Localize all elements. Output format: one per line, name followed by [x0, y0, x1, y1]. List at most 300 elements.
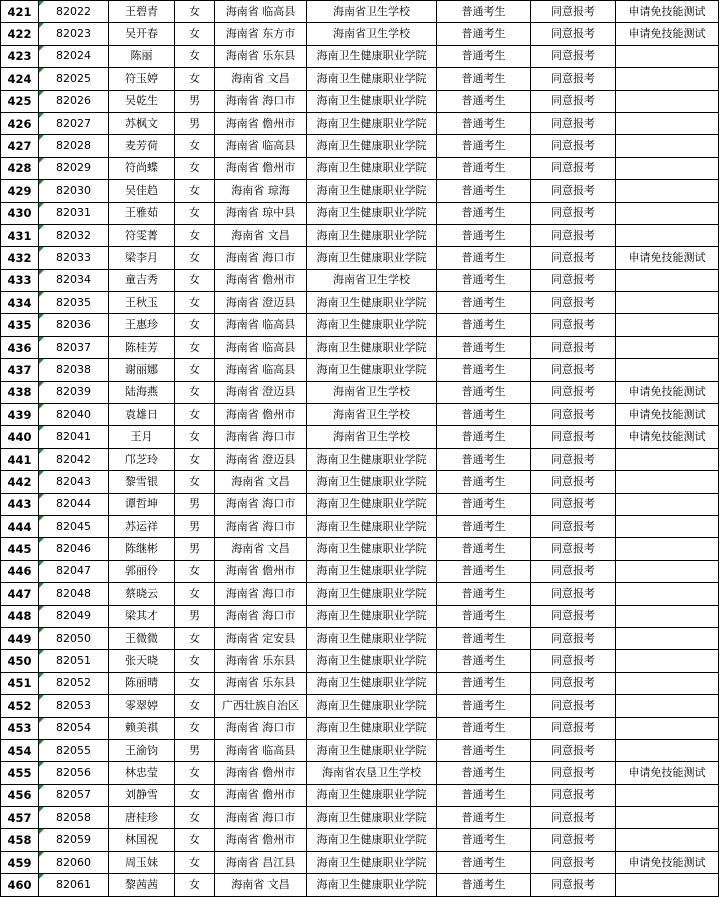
origin-cell[interactable] — [215, 359, 307, 381]
row-number-cell[interactable]: 433 — [1, 269, 39, 291]
candidate-type-cell[interactable]: 普通考生 — [437, 336, 531, 358]
candidate-id-cell[interactable]: 82032 — [39, 224, 109, 246]
consent-cell[interactable]: 同意报考 — [531, 112, 616, 134]
row-number-cell[interactable]: 449 — [1, 627, 39, 649]
gender-cell[interactable]: 女 — [175, 180, 215, 202]
origin-cell[interactable] — [215, 851, 307, 873]
note-cell[interactable] — [616, 493, 719, 515]
gender-cell[interactable]: 男 — [175, 112, 215, 134]
name-cell[interactable]: 吴佳趋 — [109, 180, 175, 202]
origin-cell[interactable] — [215, 157, 307, 179]
note-cell[interactable] — [616, 695, 719, 717]
origin-cell[interactable] — [215, 583, 307, 605]
name-cell[interactable]: 黎茜茜 — [109, 874, 175, 896]
consent-cell[interactable]: 同意报考 — [531, 202, 616, 224]
name-cell[interactable]: 黎雪银 — [109, 471, 175, 493]
candidate-type-cell[interactable]: 普通考生 — [437, 180, 531, 202]
school-cell[interactable]: 海南卫生健康职业学院 — [307, 493, 437, 515]
candidate-id-cell[interactable]: 82028 — [39, 135, 109, 157]
school-cell[interactable]: 海南卫生健康职业学院 — [307, 739, 437, 761]
gender-cell[interactable]: 女 — [175, 404, 215, 426]
name-cell[interactable]: 陈丽 — [109, 45, 175, 67]
consent-cell[interactable]: 同意报考 — [531, 560, 616, 582]
note-cell[interactable] — [616, 538, 719, 560]
note-cell[interactable] — [616, 448, 719, 470]
origin-cell[interactable] — [215, 874, 307, 896]
candidate-type-cell[interactable]: 普通考生 — [437, 829, 531, 851]
gender-cell[interactable]: 女 — [175, 627, 215, 649]
name-cell[interactable]: 谢丽娜 — [109, 359, 175, 381]
gender-cell[interactable]: 女 — [175, 717, 215, 739]
gender-cell[interactable]: 女 — [175, 851, 215, 873]
gender-cell[interactable]: 男 — [175, 493, 215, 515]
gender-cell[interactable]: 女 — [175, 448, 215, 470]
row-number-cell[interactable]: 450 — [1, 650, 39, 672]
origin-cell[interactable] — [215, 784, 307, 806]
origin-cell[interactable] — [215, 135, 307, 157]
consent-cell[interactable]: 同意报考 — [531, 627, 616, 649]
note-cell[interactable] — [616, 112, 719, 134]
note-cell[interactable]: 申请免技能测试 — [616, 426, 719, 448]
school-cell[interactable]: 海南省卫生学校 — [307, 269, 437, 291]
note-cell[interactable] — [616, 45, 719, 67]
gender-cell[interactable]: 女 — [175, 695, 215, 717]
candidate-type-cell[interactable]: 普通考生 — [437, 627, 531, 649]
school-cell[interactable]: 海南卫生健康职业学院 — [307, 68, 437, 90]
gender-cell[interactable]: 男 — [175, 515, 215, 537]
origin-cell[interactable] — [215, 672, 307, 694]
gender-cell[interactable]: 女 — [175, 650, 215, 672]
gender-cell[interactable]: 男 — [175, 605, 215, 627]
candidate-type-cell[interactable]: 普通考生 — [437, 247, 531, 269]
note-cell[interactable] — [616, 224, 719, 246]
row-number-cell[interactable]: 432 — [1, 247, 39, 269]
school-cell[interactable]: 海南卫生健康职业学院 — [307, 112, 437, 134]
note-cell[interactable] — [616, 583, 719, 605]
candidate-type-cell[interactable]: 普通考生 — [437, 448, 531, 470]
row-number-cell[interactable]: 457 — [1, 807, 39, 829]
school-cell[interactable]: 海南省卫生学校 — [307, 404, 437, 426]
candidate-id-cell[interactable]: 82058 — [39, 807, 109, 829]
candidate-type-cell[interactable]: 普通考生 — [437, 359, 531, 381]
gender-cell[interactable]: 女 — [175, 807, 215, 829]
gender-cell[interactable]: 女 — [175, 269, 215, 291]
row-number-cell[interactable]: 454 — [1, 739, 39, 761]
candidate-type-cell[interactable]: 普通考生 — [437, 269, 531, 291]
school-cell[interactable]: 海南卫生健康职业学院 — [307, 851, 437, 873]
origin-cell[interactable] — [215, 560, 307, 582]
row-number-cell[interactable]: 427 — [1, 135, 39, 157]
gender-cell[interactable]: 女 — [175, 874, 215, 896]
gender-cell[interactable]: 女 — [175, 471, 215, 493]
consent-cell[interactable]: 同意报考 — [531, 672, 616, 694]
candidate-type-cell[interactable]: 普通考生 — [437, 1, 531, 23]
note-cell[interactable] — [616, 471, 719, 493]
gender-cell[interactable]: 男 — [175, 538, 215, 560]
gender-cell[interactable]: 女 — [175, 762, 215, 784]
school-cell[interactable]: 海南省农垦卫生学校 — [307, 762, 437, 784]
name-cell[interactable]: 王渝钧 — [109, 739, 175, 761]
row-number-cell[interactable]: 451 — [1, 672, 39, 694]
candidate-type-cell[interactable]: 普通考生 — [437, 45, 531, 67]
origin-cell[interactable] — [215, 448, 307, 470]
candidate-id-cell[interactable]: 82051 — [39, 650, 109, 672]
school-cell[interactable]: 海南卫生健康职业学院 — [307, 292, 437, 314]
name-cell[interactable]: 吴开春 — [109, 23, 175, 45]
school-cell[interactable]: 海南卫生健康职业学院 — [307, 784, 437, 806]
candidate-type-cell[interactable]: 普通考生 — [437, 784, 531, 806]
origin-cell[interactable] — [215, 90, 307, 112]
school-cell[interactable]: 海南卫生健康职业学院 — [307, 829, 437, 851]
candidate-id-cell[interactable]: 82038 — [39, 359, 109, 381]
candidate-id-cell[interactable]: 82060 — [39, 851, 109, 873]
school-cell[interactable]: 海南卫生健康职业学院 — [307, 807, 437, 829]
candidate-id-cell[interactable]: 82040 — [39, 404, 109, 426]
name-cell[interactable]: 符玉婷 — [109, 68, 175, 90]
consent-cell[interactable]: 同意报考 — [531, 717, 616, 739]
origin-cell[interactable] — [215, 829, 307, 851]
consent-cell[interactable]: 同意报考 — [531, 515, 616, 537]
note-cell[interactable] — [616, 807, 719, 829]
school-cell[interactable]: 海南卫生健康职业学院 — [307, 45, 437, 67]
school-cell[interactable]: 海南省卫生学校 — [307, 381, 437, 403]
candidate-id-cell[interactable]: 82039 — [39, 381, 109, 403]
school-cell[interactable]: 海南卫生健康职业学院 — [307, 359, 437, 381]
consent-cell[interactable]: 同意报考 — [531, 1, 616, 23]
consent-cell[interactable]: 同意报考 — [531, 426, 616, 448]
candidate-type-cell[interactable]: 普通考生 — [437, 426, 531, 448]
candidate-id-cell[interactable]: 82045 — [39, 515, 109, 537]
origin-cell[interactable] — [215, 739, 307, 761]
name-cell[interactable]: 梁李月 — [109, 247, 175, 269]
note-cell[interactable] — [616, 874, 719, 896]
consent-cell[interactable]: 同意报考 — [531, 493, 616, 515]
consent-cell[interactable]: 同意报考 — [531, 448, 616, 470]
consent-cell[interactable]: 同意报考 — [531, 314, 616, 336]
consent-cell[interactable]: 同意报考 — [531, 739, 616, 761]
consent-cell[interactable]: 同意报考 — [531, 157, 616, 179]
name-cell[interactable]: 王微微 — [109, 627, 175, 649]
note-cell[interactable] — [616, 605, 719, 627]
origin-cell[interactable] — [215, 515, 307, 537]
name-cell[interactable]: 邝芝玲 — [109, 448, 175, 470]
candidate-type-cell[interactable]: 普通考生 — [437, 292, 531, 314]
gender-cell[interactable]: 女 — [175, 784, 215, 806]
school-cell[interactable]: 海南卫生健康职业学院 — [307, 314, 437, 336]
row-number-cell[interactable]: 452 — [1, 695, 39, 717]
name-cell[interactable]: 王雅茹 — [109, 202, 175, 224]
name-cell[interactable]: 林国祝 — [109, 829, 175, 851]
candidate-id-cell[interactable]: 82053 — [39, 695, 109, 717]
name-cell[interactable]: 童吉秀 — [109, 269, 175, 291]
origin-cell[interactable] — [215, 45, 307, 67]
origin-cell[interactable] — [215, 717, 307, 739]
origin-cell[interactable] — [215, 426, 307, 448]
name-cell[interactable]: 麦芳荷 — [109, 135, 175, 157]
note-cell[interactable] — [616, 135, 719, 157]
consent-cell[interactable]: 同意报考 — [531, 224, 616, 246]
consent-cell[interactable]: 同意报考 — [531, 784, 616, 806]
gender-cell[interactable]: 女 — [175, 292, 215, 314]
row-number-cell[interactable]: 460 — [1, 874, 39, 896]
note-cell[interactable] — [616, 68, 719, 90]
gender-cell[interactable]: 女 — [175, 135, 215, 157]
row-number-cell[interactable]: 429 — [1, 180, 39, 202]
candidate-type-cell[interactable]: 普通考生 — [437, 560, 531, 582]
name-cell[interactable]: 零翠婷 — [109, 695, 175, 717]
gender-cell[interactable]: 女 — [175, 224, 215, 246]
candidate-id-cell[interactable]: 82047 — [39, 560, 109, 582]
name-cell[interactable]: 苏运祥 — [109, 515, 175, 537]
row-number-cell[interactable]: 425 — [1, 90, 39, 112]
origin-cell[interactable] — [215, 23, 307, 45]
candidate-id-cell[interactable]: 82055 — [39, 739, 109, 761]
row-number-cell[interactable]: 447 — [1, 583, 39, 605]
candidate-type-cell[interactable]: 普通考生 — [437, 672, 531, 694]
school-cell[interactable]: 海南卫生健康职业学院 — [307, 874, 437, 896]
candidate-type-cell[interactable]: 普通考生 — [437, 739, 531, 761]
school-cell[interactable]: 海南卫生健康职业学院 — [307, 650, 437, 672]
row-number-cell[interactable]: 456 — [1, 784, 39, 806]
candidate-type-cell[interactable]: 普通考生 — [437, 717, 531, 739]
school-cell[interactable]: 海南卫生健康职业学院 — [307, 224, 437, 246]
candidate-type-cell[interactable]: 普通考生 — [437, 404, 531, 426]
candidate-type-cell[interactable]: 普通考生 — [437, 493, 531, 515]
row-number-cell[interactable]: 459 — [1, 851, 39, 873]
name-cell[interactable]: 符雯菁 — [109, 224, 175, 246]
origin-cell[interactable] — [215, 471, 307, 493]
origin-cell[interactable] — [215, 1, 307, 23]
name-cell[interactable]: 苏枫文 — [109, 112, 175, 134]
school-cell[interactable]: 海南卫生健康职业学院 — [307, 471, 437, 493]
row-number-cell[interactable]: 422 — [1, 23, 39, 45]
candidate-id-cell[interactable]: 82035 — [39, 292, 109, 314]
gender-cell[interactable]: 男 — [175, 739, 215, 761]
name-cell[interactable]: 陆海燕 — [109, 381, 175, 403]
row-number-cell[interactable]: 434 — [1, 292, 39, 314]
row-number-cell[interactable]: 428 — [1, 157, 39, 179]
gender-cell[interactable]: 女 — [175, 336, 215, 358]
candidate-type-cell[interactable]: 普通考生 — [437, 851, 531, 873]
name-cell[interactable]: 王月 — [109, 426, 175, 448]
name-cell[interactable]: 唐桂珍 — [109, 807, 175, 829]
row-number-cell[interactable]: 426 — [1, 112, 39, 134]
candidate-id-cell[interactable]: 82031 — [39, 202, 109, 224]
consent-cell[interactable]: 同意报考 — [531, 90, 616, 112]
candidate-id-cell[interactable]: 82025 — [39, 68, 109, 90]
candidate-type-cell[interactable]: 普通考生 — [437, 762, 531, 784]
gender-cell[interactable]: 女 — [175, 157, 215, 179]
gender-cell[interactable]: 女 — [175, 1, 215, 23]
origin-cell[interactable] — [215, 381, 307, 403]
candidate-id-cell[interactable]: 82052 — [39, 672, 109, 694]
gender-cell[interactable]: 女 — [175, 583, 215, 605]
gender-cell[interactable]: 女 — [175, 560, 215, 582]
name-cell[interactable]: 赖美祺 — [109, 717, 175, 739]
note-cell[interactable] — [616, 314, 719, 336]
school-cell[interactable]: 海南卫生健康职业学院 — [307, 90, 437, 112]
note-cell[interactable] — [616, 650, 719, 672]
row-number-cell[interactable]: 431 — [1, 224, 39, 246]
gender-cell[interactable]: 女 — [175, 23, 215, 45]
school-cell[interactable]: 海南卫生健康职业学院 — [307, 627, 437, 649]
row-number-cell[interactable]: 435 — [1, 314, 39, 336]
gender-cell[interactable]: 女 — [175, 247, 215, 269]
row-number-cell[interactable]: 436 — [1, 336, 39, 358]
candidate-type-cell[interactable]: 普通考生 — [437, 112, 531, 134]
row-number-cell[interactable]: 423 — [1, 45, 39, 67]
gender-cell[interactable]: 女 — [175, 672, 215, 694]
name-cell[interactable]: 符尚蝶 — [109, 157, 175, 179]
name-cell[interactable]: 郭丽伶 — [109, 560, 175, 582]
note-cell[interactable] — [616, 672, 719, 694]
consent-cell[interactable]: 同意报考 — [531, 650, 616, 672]
consent-cell[interactable]: 同意报考 — [531, 269, 616, 291]
candidate-type-cell[interactable]: 普通考生 — [437, 538, 531, 560]
origin-cell[interactable] — [215, 336, 307, 358]
school-cell[interactable]: 海南卫生健康职业学院 — [307, 605, 437, 627]
note-cell[interactable] — [616, 336, 719, 358]
candidate-id-cell[interactable]: 82061 — [39, 874, 109, 896]
school-cell[interactable]: 海南省卫生学校 — [307, 1, 437, 23]
consent-cell[interactable]: 同意报考 — [531, 23, 616, 45]
note-cell[interactable]: 申请免技能测试 — [616, 404, 719, 426]
note-cell[interactable] — [616, 359, 719, 381]
candidate-id-cell[interactable]: 82024 — [39, 45, 109, 67]
candidate-id-cell[interactable]: 82027 — [39, 112, 109, 134]
candidate-id-cell[interactable]: 82057 — [39, 784, 109, 806]
candidate-id-cell[interactable]: 82033 — [39, 247, 109, 269]
row-number-cell[interactable]: 441 — [1, 448, 39, 470]
note-cell[interactable] — [616, 269, 719, 291]
name-cell[interactable]: 王秋玉 — [109, 292, 175, 314]
candidate-id-cell[interactable]: 82037 — [39, 336, 109, 358]
candidate-id-cell[interactable]: 82026 — [39, 90, 109, 112]
row-number-cell[interactable]: 439 — [1, 404, 39, 426]
candidate-id-cell[interactable]: 82059 — [39, 829, 109, 851]
consent-cell[interactable]: 同意报考 — [531, 359, 616, 381]
gender-cell[interactable]: 女 — [175, 202, 215, 224]
candidate-type-cell[interactable]: 普通考生 — [437, 224, 531, 246]
row-number-cell[interactable]: 421 — [1, 1, 39, 23]
school-cell[interactable]: 海南省卫生学校 — [307, 426, 437, 448]
origin-cell[interactable] — [215, 627, 307, 649]
gender-cell[interactable]: 女 — [175, 45, 215, 67]
candidate-id-cell[interactable]: 82046 — [39, 538, 109, 560]
school-cell[interactable]: 海南卫生健康职业学院 — [307, 583, 437, 605]
candidate-id-cell[interactable]: 82029 — [39, 157, 109, 179]
row-number-cell[interactable]: 446 — [1, 560, 39, 582]
note-cell[interactable]: 申请免技能测试 — [616, 381, 719, 403]
gender-cell[interactable]: 女 — [175, 381, 215, 403]
consent-cell[interactable]: 同意报考 — [531, 851, 616, 873]
candidate-id-cell[interactable]: 82043 — [39, 471, 109, 493]
candidate-type-cell[interactable]: 普通考生 — [437, 807, 531, 829]
candidate-id-cell[interactable]: 82034 — [39, 269, 109, 291]
candidate-id-cell[interactable]: 82022 — [39, 1, 109, 23]
candidate-id-cell[interactable]: 82044 — [39, 493, 109, 515]
origin-cell[interactable] — [215, 224, 307, 246]
candidate-id-cell[interactable]: 82030 — [39, 180, 109, 202]
candidate-type-cell[interactable]: 普通考生 — [437, 157, 531, 179]
consent-cell[interactable]: 同意报考 — [531, 695, 616, 717]
row-number-cell[interactable]: 453 — [1, 717, 39, 739]
candidate-id-cell[interactable]: 82042 — [39, 448, 109, 470]
consent-cell[interactable]: 同意报考 — [531, 336, 616, 358]
candidate-type-cell[interactable]: 普通考生 — [437, 90, 531, 112]
candidate-type-cell[interactable]: 普通考生 — [437, 650, 531, 672]
origin-cell[interactable] — [215, 314, 307, 336]
school-cell[interactable]: 海南卫生健康职业学院 — [307, 538, 437, 560]
school-cell[interactable]: 海南卫生健康职业学院 — [307, 695, 437, 717]
school-cell[interactable]: 海南卫生健康职业学院 — [307, 180, 437, 202]
consent-cell[interactable]: 同意报考 — [531, 180, 616, 202]
name-cell[interactable]: 陈丽晴 — [109, 672, 175, 694]
consent-cell[interactable]: 同意报考 — [531, 404, 616, 426]
candidate-type-cell[interactable]: 普通考生 — [437, 68, 531, 90]
candidate-id-cell[interactable]: 82050 — [39, 627, 109, 649]
consent-cell[interactable]: 同意报考 — [531, 538, 616, 560]
school-cell[interactable]: 海南卫生健康职业学院 — [307, 717, 437, 739]
candidate-type-cell[interactable]: 普通考生 — [437, 583, 531, 605]
note-cell[interactable] — [616, 560, 719, 582]
note-cell[interactable]: 申请免技能测试 — [616, 1, 719, 23]
origin-cell[interactable] — [215, 202, 307, 224]
origin-cell[interactable] — [215, 292, 307, 314]
consent-cell[interactable]: 同意报考 — [531, 762, 616, 784]
candidate-type-cell[interactable]: 普通考生 — [437, 202, 531, 224]
note-cell[interactable]: 申请免技能测试 — [616, 23, 719, 45]
candidate-id-cell[interactable]: 82048 — [39, 583, 109, 605]
school-cell[interactable]: 海南卫生健康职业学院 — [307, 247, 437, 269]
candidate-id-cell[interactable]: 82041 — [39, 426, 109, 448]
origin-cell[interactable] — [215, 493, 307, 515]
name-cell[interactable]: 陈桂芳 — [109, 336, 175, 358]
origin-cell[interactable] — [215, 269, 307, 291]
row-number-cell[interactable]: 430 — [1, 202, 39, 224]
name-cell[interactable]: 吴乾生 — [109, 90, 175, 112]
note-cell[interactable] — [616, 784, 719, 806]
consent-cell[interactable]: 同意报考 — [531, 247, 616, 269]
origin-cell[interactable] — [215, 807, 307, 829]
name-cell[interactable]: 王惠珍 — [109, 314, 175, 336]
candidate-id-cell[interactable]: 82023 — [39, 23, 109, 45]
origin-cell[interactable] — [215, 112, 307, 134]
candidate-id-cell[interactable]: 82036 — [39, 314, 109, 336]
consent-cell[interactable]: 同意报考 — [531, 292, 616, 314]
origin-cell[interactable] — [215, 180, 307, 202]
note-cell[interactable] — [616, 90, 719, 112]
consent-cell[interactable]: 同意报考 — [531, 135, 616, 157]
origin-cell[interactable] — [215, 538, 307, 560]
row-number-cell[interactable]: 424 — [1, 68, 39, 90]
origin-cell[interactable] — [215, 247, 307, 269]
candidate-id-cell[interactable]: 82049 — [39, 605, 109, 627]
candidate-type-cell[interactable]: 普通考生 — [437, 874, 531, 896]
note-cell[interactable]: 申请免技能测试 — [616, 851, 719, 873]
candidate-type-cell[interactable]: 普通考生 — [437, 314, 531, 336]
gender-cell[interactable]: 女 — [175, 314, 215, 336]
gender-cell[interactable]: 女 — [175, 68, 215, 90]
consent-cell[interactable]: 同意报考 — [531, 45, 616, 67]
consent-cell[interactable]: 同意报考 — [531, 68, 616, 90]
candidate-id-cell[interactable]: 82056 — [39, 762, 109, 784]
candidate-type-cell[interactable]: 普通考生 — [437, 381, 531, 403]
origin-cell[interactable] — [215, 404, 307, 426]
row-number-cell[interactable]: 458 — [1, 829, 39, 851]
note-cell[interactable] — [616, 717, 719, 739]
school-cell[interactable]: 海南卫生健康职业学院 — [307, 448, 437, 470]
